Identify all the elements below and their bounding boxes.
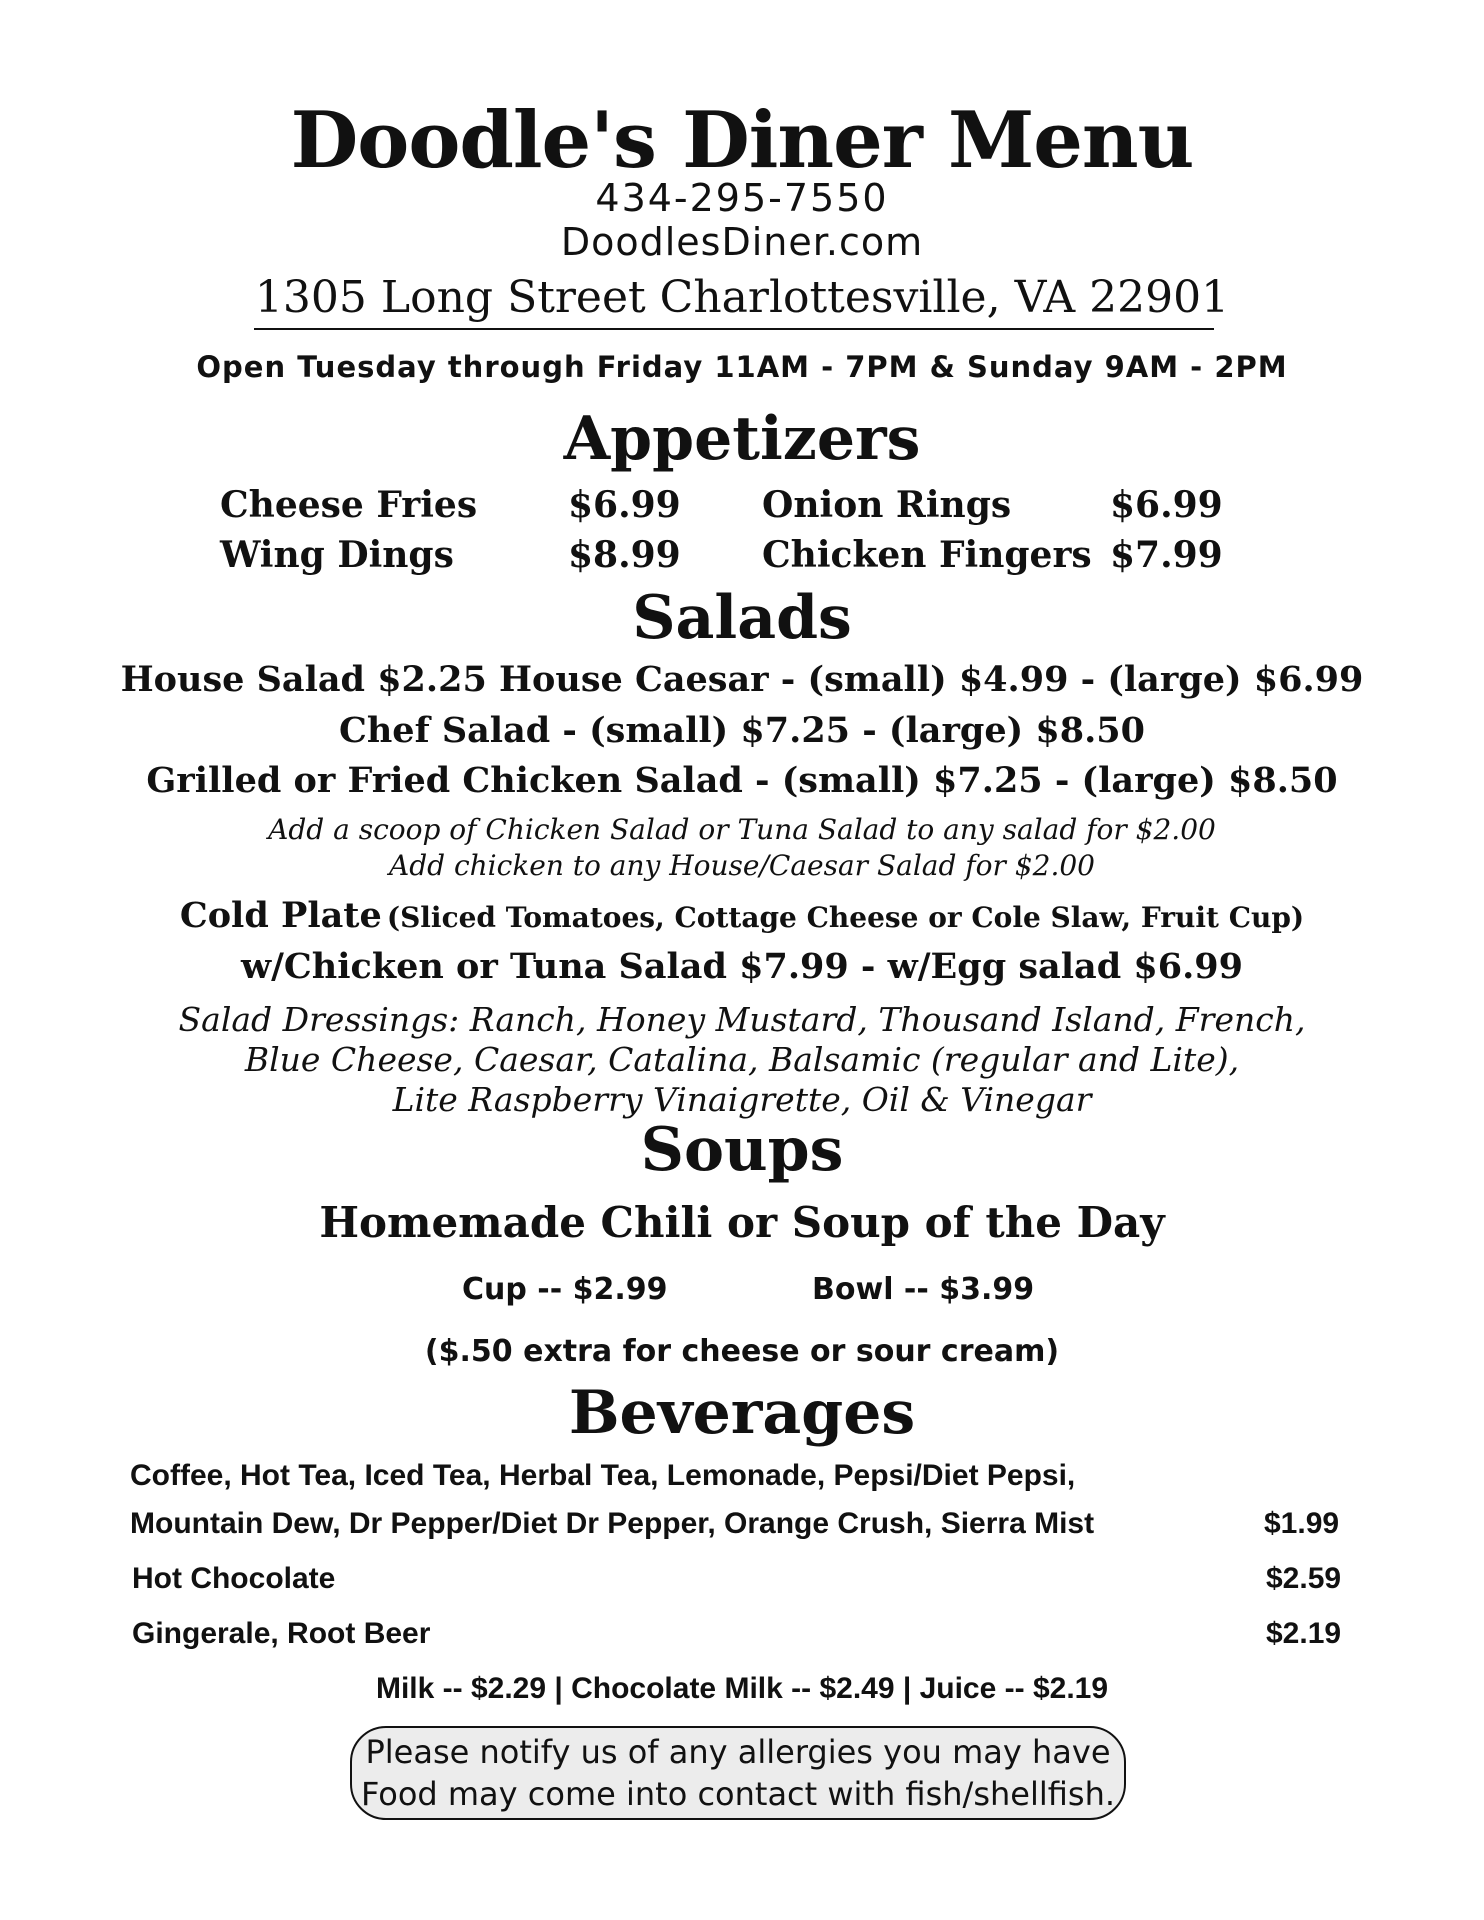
appetizer-price: $7.99 [1110, 534, 1223, 576]
soup-cup-price: Cup -- $2.99 [462, 1272, 668, 1307]
beverage-price: $2.59 [1266, 1562, 1342, 1595]
appetizer-price: $6.99 [568, 484, 681, 526]
address-underline [254, 328, 1214, 330]
appetizer-name: Onion Rings [762, 484, 1012, 526]
cold-plate-line [0, 895, 1484, 936]
cold-plate-description: (Sliced Tomatoes, Cottage Cheese or Cole Slaw, Fruit Cup) [386, 901, 1305, 934]
salads-heading: Salads [632, 583, 852, 653]
beverage-list: Coffee, Hot Tea, Iced Tea, Herbal Tea, Lemonade, Pepsi/Diet Pepsi, [130, 1459, 1076, 1492]
beverage-price: $2.19 [1266, 1617, 1342, 1650]
opening-hours: Open Tuesday through Friday 11AM - 7PM & Sunday 9AM - 2PM [196, 350, 1288, 384]
salad-line: House Salad $2.25 House Caesar - (small) $4.99 - (large) $6.99 [120, 659, 1364, 700]
beverage-item: Hot Chocolate [132, 1562, 336, 1595]
allergy-line: Food may come into contact with fish/shellfish. [360, 1775, 1116, 1813]
beverage-price: $1.99 [1264, 1507, 1340, 1540]
salad-dressings: Blue Cheese, Caesar, Catalina, Balsamic (regular and Lite), [244, 1040, 1240, 1079]
soup-bowl-price: Bowl -- $3.99 [812, 1272, 1035, 1307]
salad-line: Chef Salad - (small) $7.25 - (large) $8.50 [339, 710, 1145, 751]
beverage-list: Mountain Dew, Dr Pepper/Diet Dr Pepper, Orange Crush, Sierra Mist [130, 1507, 1095, 1540]
salad-dressings: Lite Raspberry Vinaigrette, Oil & Vinegar [392, 1080, 1092, 1119]
allergy-notice [350, 1726, 1126, 1820]
soups-heading: Soups [640, 1115, 844, 1185]
salad-note: Add a scoop of Chicken Salad or Tuna Salad to any salad for $2.00 [268, 813, 1216, 846]
soup-extra-note: ($.50 extra for cheese or sour cream) [424, 1334, 1060, 1369]
appetizer-price: $8.99 [568, 534, 681, 576]
menu-title: Doodle's Diner Menu [290, 95, 1194, 186]
cold-plate-label: Cold Plate [179, 895, 382, 936]
soups-subheading: Homemade Chili or Soup of the Day [319, 1198, 1165, 1247]
beverage-item: Gingerale, Root Beer [132, 1617, 431, 1650]
salad-line: Grilled or Fried Chicken Salad - (small) $7.25 - (large) $8.50 [146, 760, 1338, 801]
appetizer-name: Cheese Fries [220, 484, 478, 526]
appetizers-heading: Appetizers [563, 404, 921, 474]
allergy-line: Please notify us of any allergies you may have [365, 1733, 1111, 1771]
salad-note: Add chicken to any House/Caesar Salad for $2.00 [389, 849, 1095, 882]
appetizer-name: Wing Dings [220, 534, 454, 576]
phone-number: 434-295-7550 [595, 176, 889, 220]
website: DoodlesDiner.com [560, 220, 924, 264]
cold-plate-prices: w/Chicken or Tuna Salad $7.99 - w/Egg salad $6.99 [241, 946, 1243, 987]
appetizer-price: $6.99 [1110, 484, 1223, 526]
milk-juice-line: Milk -- $2.29 | Chocolate Milk -- $2.49 | Juice -- $2.19 [375, 1672, 1109, 1705]
beverages-heading: Beverages [568, 1378, 916, 1448]
appetizer-name: Chicken Fingers [762, 534, 1092, 576]
salad-dressings: Salad Dressings: Ranch, Honey Mustard, Thousand Island, French, [178, 1000, 1306, 1039]
address: 1305 Long Street Charlottesville, VA 22901 [254, 272, 1230, 323]
